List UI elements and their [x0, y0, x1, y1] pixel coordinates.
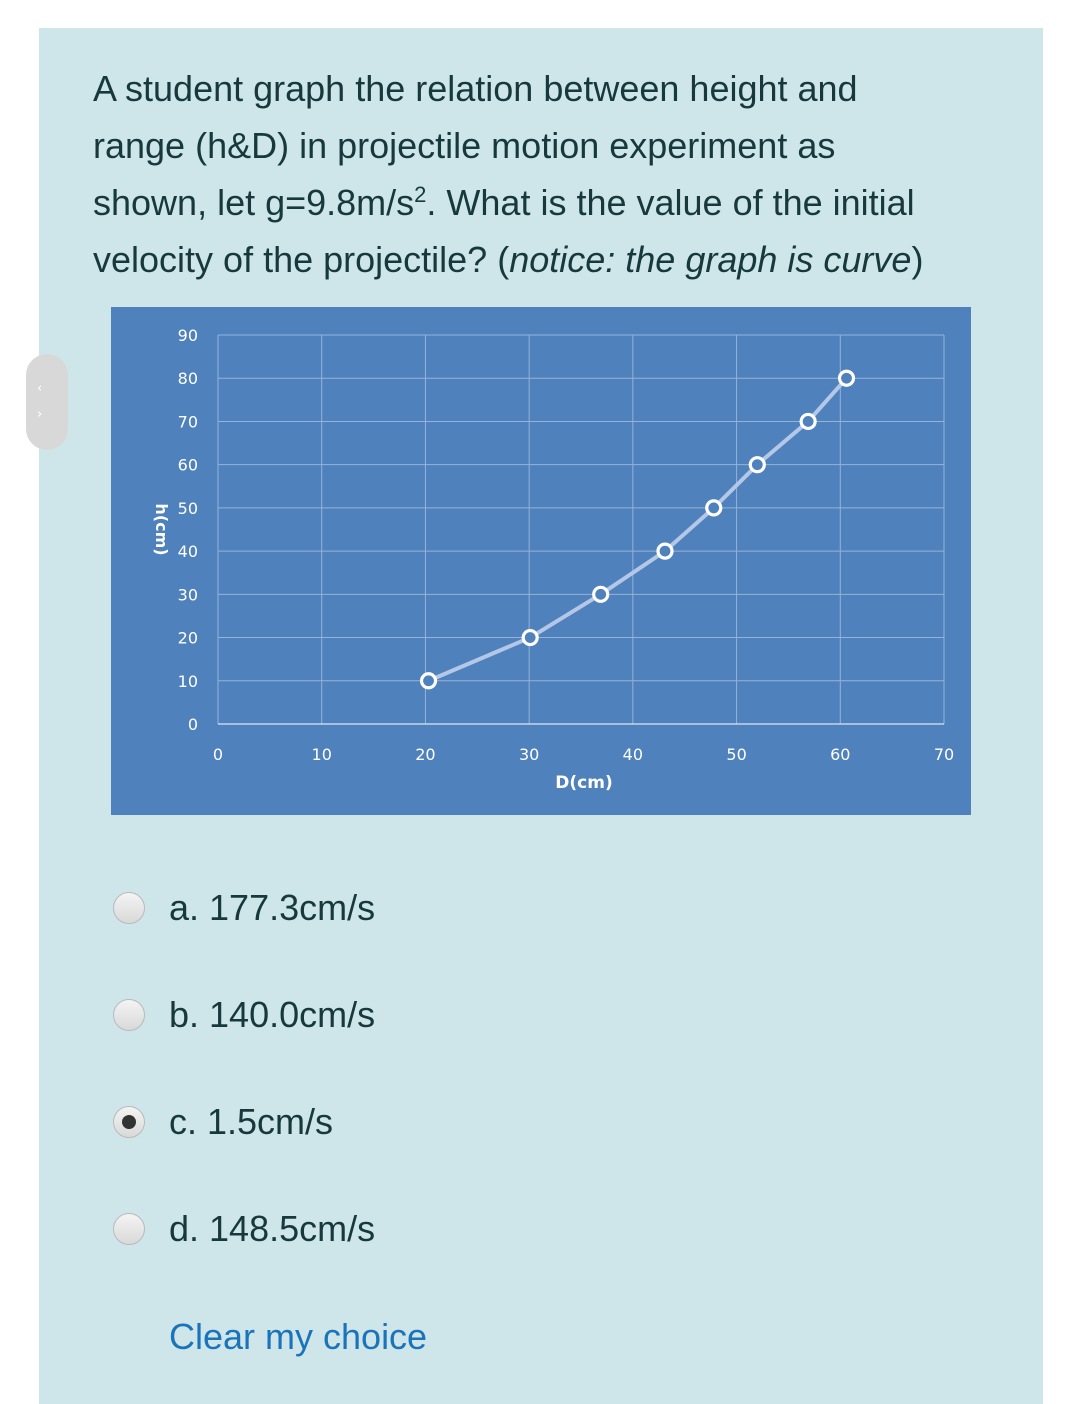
chart-svg: [111, 307, 971, 815]
option-a-label: a. 177.3cm/s: [169, 887, 376, 928]
question-text: [93, 60, 1013, 288]
x-tick-label: 0: [212, 745, 224, 764]
option-b-radio[interactable]: [113, 999, 145, 1031]
series-line: [429, 378, 847, 681]
data-point: [750, 458, 764, 472]
data-point: [594, 587, 608, 601]
y-tick-label: 80: [177, 369, 198, 389]
y-tick-label: 60: [177, 455, 198, 475]
question-line-2: range (h&D) in projectile motion experiment as: [93, 125, 836, 166]
question-line-3-text: shown, let g=9.8m/s: [93, 182, 415, 223]
y-tick-label: 90: [177, 326, 198, 345]
data-point: [840, 371, 854, 385]
data-point: [422, 674, 436, 688]
option-b-label: b. 140.0cm/s: [169, 994, 376, 1035]
x-axis-label: D(cm): [555, 773, 613, 793]
question-line-3-tail: . What is the value of the initial: [426, 182, 915, 223]
option-b[interactable]: [113, 991, 375, 1039]
question-line-4: [93, 231, 1013, 288]
option-c-radio[interactable]: [113, 1106, 145, 1138]
x-tick-label: 30: [518, 745, 540, 764]
question-line-3: [93, 174, 1013, 231]
question-line-4-text: velocity of the projectile? (: [93, 239, 510, 280]
clear-choice-link[interactable]: Clear my choice: [169, 1316, 428, 1357]
option-c[interactable]: [113, 1098, 333, 1146]
notice-text: notice: the graph is curve: [509, 239, 912, 280]
chevron-left-icon[interactable]: ‹: [37, 381, 43, 396]
question-line-1: A student graph the relation between height and: [93, 68, 858, 109]
exponent: 2: [414, 182, 427, 207]
option-d[interactable]: [113, 1205, 375, 1253]
data-point: [707, 501, 721, 515]
y-tick-label: 30: [177, 585, 198, 605]
question-card: [39, 28, 1043, 1404]
y-tick-label: 70: [177, 412, 198, 432]
y-tick-label: 0: [187, 715, 198, 734]
question-line-4-tail: ): [911, 239, 924, 280]
chart: [111, 307, 971, 815]
x-tick-label: 20: [415, 745, 436, 764]
x-tick-label: 10: [311, 745, 332, 764]
option-d-label: d. 148.5cm/s: [169, 1208, 376, 1249]
x-tick-label: 40: [622, 745, 644, 764]
x-tick-label: 70: [933, 745, 955, 764]
data-point: [658, 544, 672, 558]
option-a-radio[interactable]: [113, 892, 145, 924]
y-tick-label: 50: [177, 498, 198, 518]
x-tick-label: 60: [830, 745, 851, 764]
y-tick-label: 20: [177, 628, 198, 648]
x-tick-label: 50: [726, 745, 747, 764]
y-axis-label: h(cm): [152, 503, 171, 556]
y-tick-label: 10: [177, 671, 198, 691]
chevron-right-icon[interactable]: ›: [37, 407, 43, 422]
option-c-label: c. 1.5cm/s: [169, 1101, 334, 1142]
data-point: [801, 414, 815, 428]
option-a[interactable]: [113, 884, 375, 932]
side-nav-handle[interactable]: [26, 354, 68, 450]
option-d-radio[interactable]: [113, 1213, 145, 1245]
y-tick-label: 40: [177, 542, 198, 562]
data-point: [523, 631, 537, 645]
